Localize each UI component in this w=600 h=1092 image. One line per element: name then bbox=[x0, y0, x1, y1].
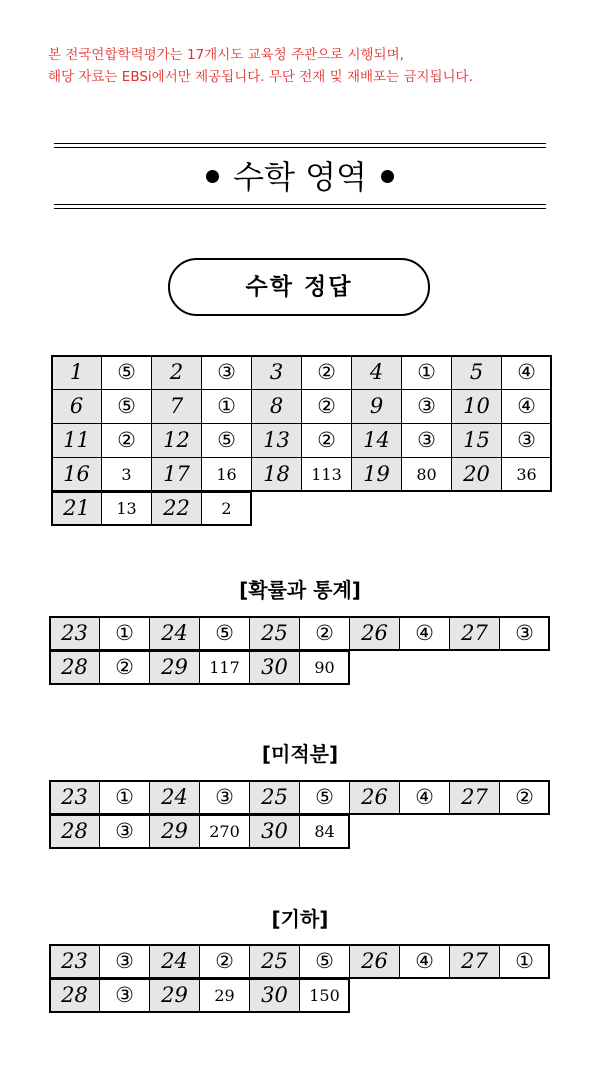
answer-value: ③ bbox=[501, 423, 552, 458]
answer-value: ② bbox=[301, 389, 352, 424]
question-number: 21 bbox=[51, 491, 102, 526]
question-number: 27 bbox=[449, 616, 500, 651]
answer-value: 3 bbox=[101, 457, 152, 492]
answer-value: ② bbox=[499, 780, 550, 815]
answer-value: ① bbox=[99, 780, 150, 815]
answer-value: 84 bbox=[299, 814, 350, 849]
answer-value: ① bbox=[499, 944, 550, 979]
answer-value: ③ bbox=[401, 389, 452, 424]
title-rule-bottom bbox=[54, 204, 546, 209]
question-number: 23 bbox=[49, 944, 100, 979]
question-number: 24 bbox=[149, 616, 200, 651]
question-number: 30 bbox=[249, 650, 300, 685]
question-number: 17 bbox=[151, 457, 202, 492]
answer-value: ② bbox=[101, 423, 152, 458]
answer-value: 80 bbox=[401, 457, 452, 492]
question-number: 30 bbox=[249, 814, 300, 849]
question-number: 23 bbox=[49, 616, 100, 651]
answer-value: 117 bbox=[199, 650, 250, 685]
elective-heading-probability: [확률과 통계] bbox=[239, 578, 361, 602]
question-number: 19 bbox=[351, 457, 402, 492]
question-number: 24 bbox=[149, 944, 200, 979]
answer-value: ③ bbox=[201, 355, 252, 390]
question-number: 9 bbox=[351, 389, 402, 424]
question-number: 2 bbox=[151, 355, 202, 390]
answer-value: ⑤ bbox=[299, 944, 350, 979]
answer-value: 90 bbox=[299, 650, 350, 685]
question-number: 26 bbox=[349, 616, 400, 651]
question-number: 29 bbox=[149, 978, 200, 1013]
notice-line-1: 본 전국연합학력평가는 17개시도 교육청 주관으로 시행되며, bbox=[48, 47, 404, 63]
question-number: 27 bbox=[449, 780, 500, 815]
answer-value: ③ bbox=[401, 423, 452, 458]
question-number: 8 bbox=[251, 389, 302, 424]
question-number: 23 bbox=[49, 780, 100, 815]
answer-value: ⑤ bbox=[199, 616, 250, 651]
question-number: 25 bbox=[249, 944, 300, 979]
question-number: 6 bbox=[51, 389, 102, 424]
question-number: 24 bbox=[149, 780, 200, 815]
answer-value: ① bbox=[99, 616, 150, 651]
question-number: 29 bbox=[149, 650, 200, 685]
elective-table-geometry bbox=[49, 944, 549, 1012]
question-number: 25 bbox=[249, 780, 300, 815]
answer-value: 113 bbox=[301, 457, 352, 492]
answer-value: ③ bbox=[99, 978, 150, 1013]
answer-value: ⑤ bbox=[101, 355, 152, 390]
question-number: 20 bbox=[451, 457, 502, 492]
common-answer-table bbox=[51, 355, 551, 525]
bullet-dot-right bbox=[381, 170, 394, 183]
answer-value: 36 bbox=[501, 457, 552, 492]
answer-value: ② bbox=[301, 355, 352, 390]
question-number: 28 bbox=[49, 978, 100, 1013]
answer-value: ① bbox=[201, 389, 252, 424]
question-number: 27 bbox=[449, 944, 500, 979]
elective-heading-calculus: [미적분] bbox=[261, 742, 339, 766]
question-number: 5 bbox=[451, 355, 502, 390]
answer-value: ⑤ bbox=[101, 389, 152, 424]
answer-value: ③ bbox=[199, 780, 250, 815]
question-number: 14 bbox=[351, 423, 402, 458]
answer-value: ② bbox=[301, 423, 352, 458]
elective-table-calculus bbox=[49, 780, 549, 848]
answer-value: 150 bbox=[299, 978, 350, 1013]
question-number: 12 bbox=[151, 423, 202, 458]
answer-value: ③ bbox=[499, 616, 550, 651]
answer-value: 13 bbox=[101, 491, 152, 526]
answer-key-title: 수학 정답 bbox=[168, 258, 430, 316]
elective-heading-geometry: [기하] bbox=[271, 907, 329, 931]
answer-value: ⑤ bbox=[201, 423, 252, 458]
question-number: 18 bbox=[251, 457, 302, 492]
answer-value: ② bbox=[299, 616, 350, 651]
answer-value: ④ bbox=[399, 616, 450, 651]
question-number: 7 bbox=[151, 389, 202, 424]
question-number: 10 bbox=[451, 389, 502, 424]
answer-value: 29 bbox=[199, 978, 250, 1013]
answer-value: ② bbox=[199, 944, 250, 979]
question-number: 26 bbox=[349, 780, 400, 815]
question-number: 13 bbox=[251, 423, 302, 458]
answer-value: 2 bbox=[201, 491, 252, 526]
elective-table-probability bbox=[49, 616, 549, 684]
question-number: 11 bbox=[51, 423, 102, 458]
question-number: 28 bbox=[49, 814, 100, 849]
question-number: 4 bbox=[351, 355, 402, 390]
title-rule-top bbox=[54, 143, 546, 148]
question-number: 16 bbox=[51, 457, 102, 492]
answer-value: ④ bbox=[399, 780, 450, 815]
question-number: 22 bbox=[151, 491, 202, 526]
question-number: 1 bbox=[51, 355, 102, 390]
answer-value: ② bbox=[99, 650, 150, 685]
answer-value: ① bbox=[401, 355, 452, 390]
page-title-text: 수학 영역 bbox=[233, 158, 367, 196]
question-number: 28 bbox=[49, 650, 100, 685]
answer-value: ③ bbox=[99, 814, 150, 849]
answer-value: ③ bbox=[99, 944, 150, 979]
question-number: 30 bbox=[249, 978, 300, 1013]
question-number: 26 bbox=[349, 944, 400, 979]
answer-value: ④ bbox=[501, 389, 552, 424]
question-number: 15 bbox=[451, 423, 502, 458]
answer-value: 16 bbox=[201, 457, 252, 492]
notice bbox=[48, 44, 473, 88]
answer-value: ④ bbox=[501, 355, 552, 390]
bullet-dot-left bbox=[206, 170, 219, 183]
answer-value: ④ bbox=[399, 944, 450, 979]
question-number: 29 bbox=[149, 814, 200, 849]
answer-value: ⑤ bbox=[299, 780, 350, 815]
notice-line-2: 해당 자료는 EBSi에서만 제공됩니다. 무단 전재 및 재배포는 금지됩니다. bbox=[48, 69, 473, 85]
answer-value: 270 bbox=[199, 814, 250, 849]
page-title bbox=[54, 152, 546, 202]
question-number: 3 bbox=[251, 355, 302, 390]
question-number: 25 bbox=[249, 616, 300, 651]
